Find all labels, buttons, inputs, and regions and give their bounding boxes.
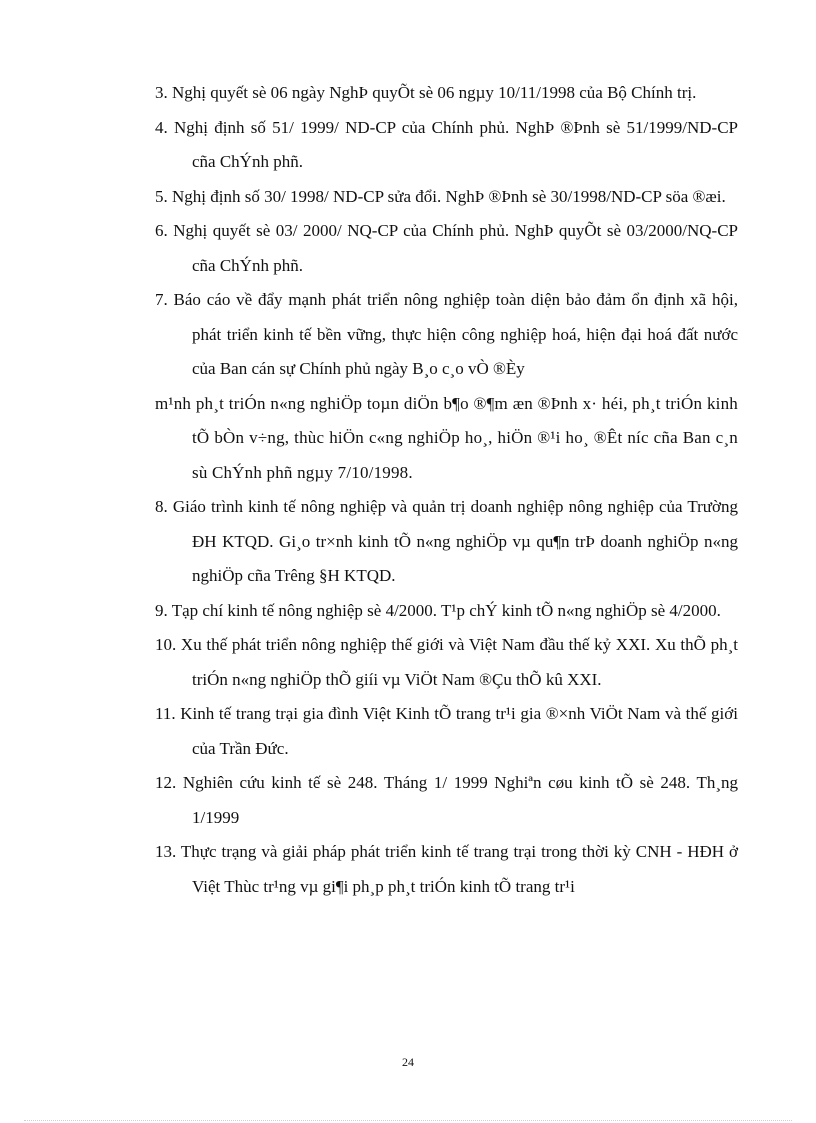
reference-text: 6. Nghị quyết sè 03/ 2000/ NQ-CP của Chính phủ. NghÞ quyÕt sè 03/2000/NQ-CP cña ChÝnh phñ. xyxy=(155,221,738,275)
reference-item xyxy=(155,283,738,387)
reference-text: m¹nh ph¸t triÓn n«ng nghiÖp toµn diÖn b¶o ®¶m æn ®Þnh x· héi, ph¸t triÓn kinh tÕ bÒn v÷ng, thùc hiÖn c«ng nghiÖp ho¸, hiÖn ®¹i ho¸ ®Êt níc cña Ban c¸n sù ChÝnh phñ ngµy 7/10/1998. xyxy=(155,393,738,482)
reference-text: 3. Nghị quyết sè 06 ngày NghÞ quyÕt sè 06 ngµy 10/11/1998 của Bộ Chính trị. xyxy=(155,83,697,102)
reference-text: 5. Nghị định số 30/ 1998/ ND-CP sửa đổi. NghÞ ®Þnh sè 30/1998/ND-CP söa ®æi. xyxy=(155,186,726,206)
reference-text: 7. Báo cáo về đẩy mạnh phát triển nông nghiệp toàn diện bảo đảm ổn định xã hội, phát triển kinh tế bền vững, thực hiện công nghiệp hoá, hiện đại hoá đất nước của Ban cán sự Chính phủ ngày B¸o c¸o vÒ ®Èy xyxy=(155,290,738,378)
reference-item xyxy=(155,594,738,629)
reference-item xyxy=(155,490,738,594)
reference-item xyxy=(155,766,738,835)
reference-item-continuation xyxy=(155,387,738,491)
reference-text: 9. Tạp chí kinh tế nông nghiệp sè 4/2000. T¹p chÝ kinh tÕ n«ng nghiÖp sè 4/2000. xyxy=(155,600,721,620)
reference-text: 12. Nghiên cứu kinh tế sè 248. Tháng 1/ 1999 Nghiªn cøu kinh tÕ sè 248. Th¸ng 1/1999 xyxy=(155,773,738,827)
page-bottom-divider xyxy=(24,1120,792,1121)
reference-text: 4. Nghị định số 51/ 1999/ ND-CP của Chính phủ. NghÞ ®Þnh sè 51/1999/ND-CP cña ChÝnh phñ. xyxy=(155,117,738,171)
reference-item xyxy=(155,697,738,766)
reference-text: 11. Kinh tế trang trại gia đình Việt Kinh tÕ trang tr¹i gia ®×nh ViÖt Nam và thế giới của Trần Đức. xyxy=(155,704,738,758)
reference-item xyxy=(155,214,738,283)
reference-text: 13. Thực trạng và giải pháp phát triển kinh tế trang trại trong thời kỳ CNH - HĐH ở Việt Thùc tr¹ng vµ gi¶i ph¸p ph¸t triÓn kinh tÕ trang tr¹i xyxy=(155,842,738,896)
reference-list xyxy=(155,76,738,904)
reference-item xyxy=(155,111,738,180)
page-number: 24 xyxy=(402,1055,414,1069)
reference-item xyxy=(155,628,738,697)
reference-item xyxy=(155,180,738,215)
reference-item xyxy=(155,76,738,111)
reference-item xyxy=(155,835,738,904)
reference-text: 8. Giáo trình kinh tế nông nghiệp và quản trị doanh nghiệp nông nghiệp của Trường ĐH KTQD. Gi¸o tr×nh kinh tÕ n«ng nghiÖp vµ qu¶n trÞ doanh nghiÖp n«ng nghiÖp cña Trêng §H KTQD. xyxy=(155,497,738,585)
reference-text: 10. Xu thế phát triển nông nghiệp thế giới và Việt Nam đầu thế kỷ XXI. Xu thÕ ph¸t triÓn n«ng nghiÖp thÕ giíi vµ ViÖt Nam ®Çu thÕ kû XXI. xyxy=(155,635,738,689)
